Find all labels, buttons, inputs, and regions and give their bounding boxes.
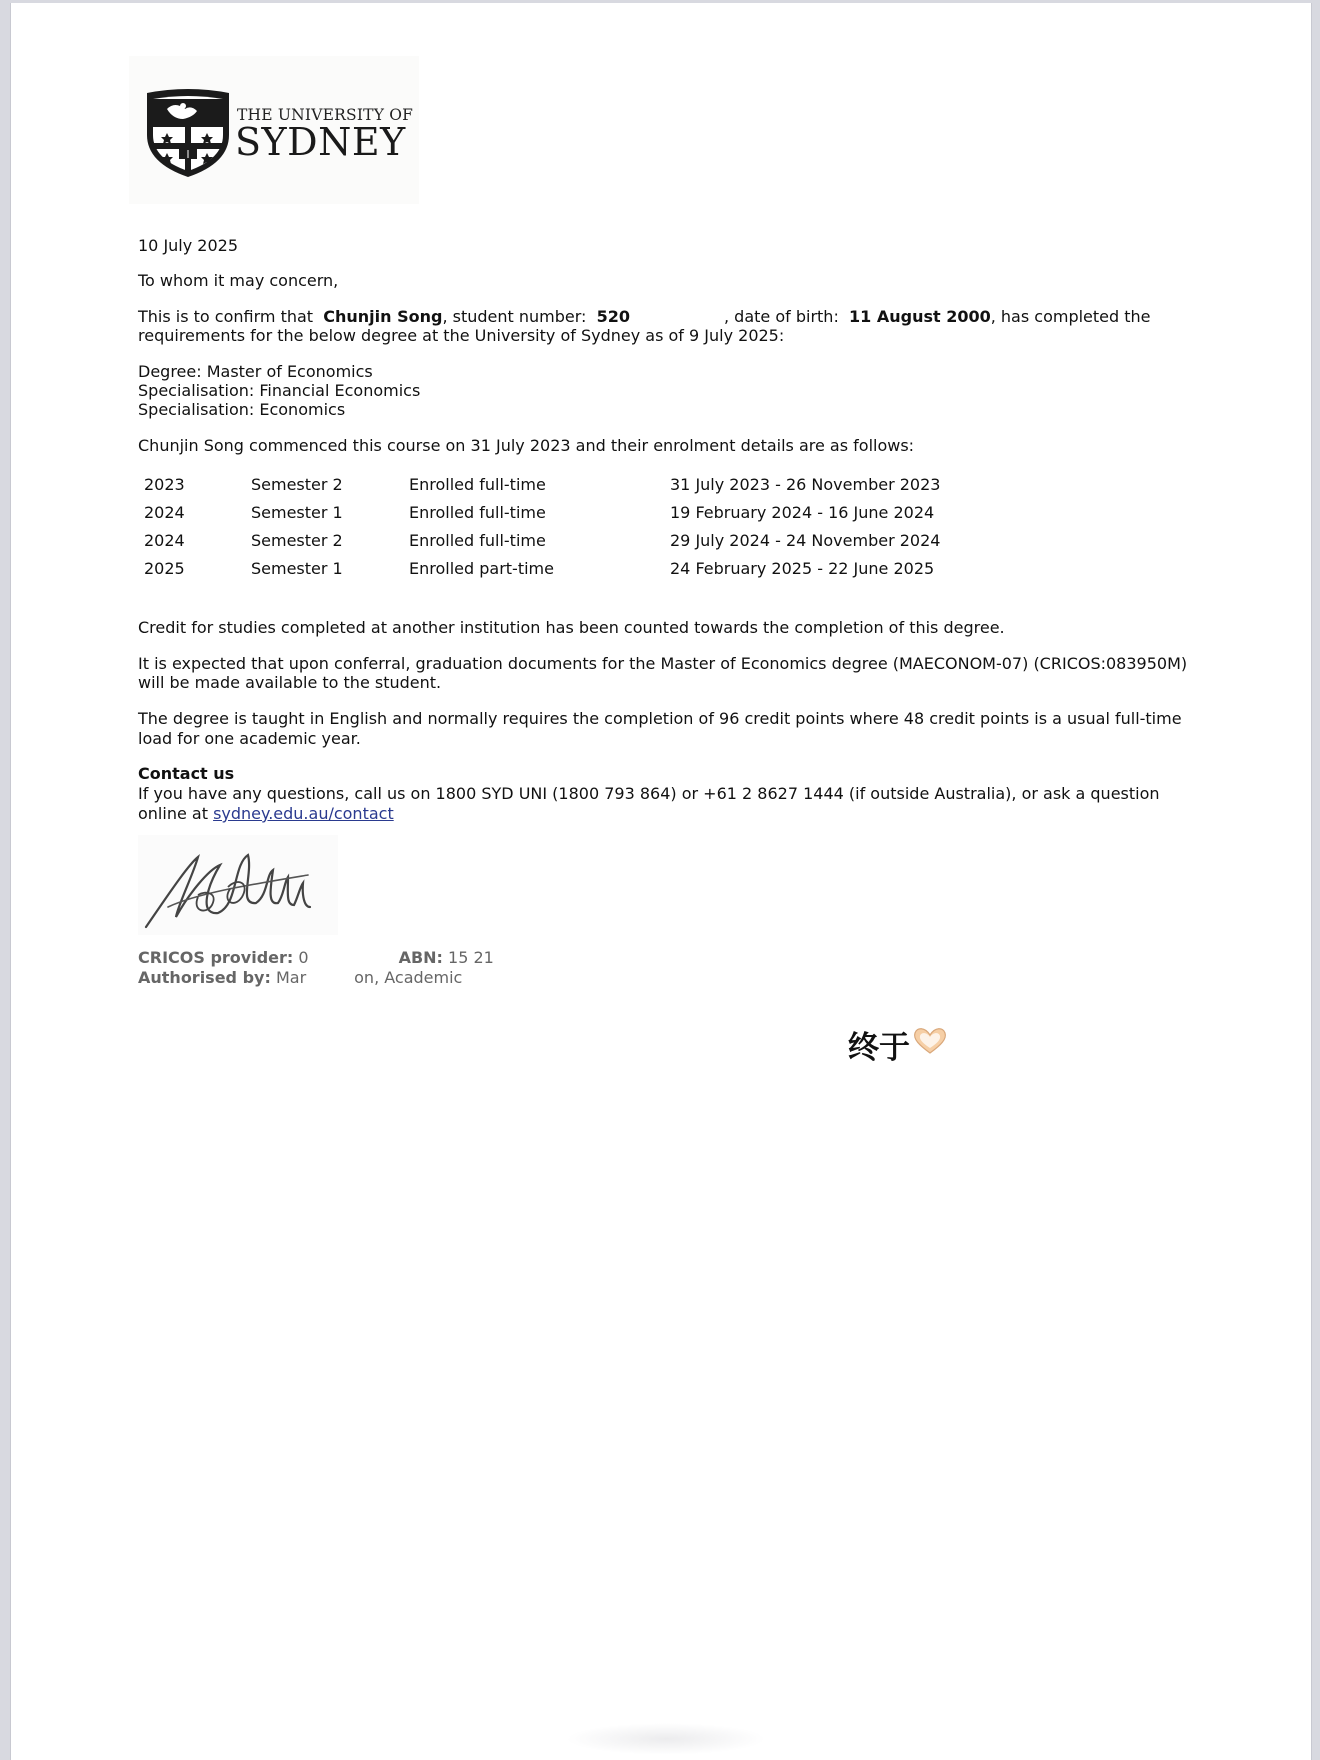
cell-dates: 24 February 2025 - 22 June 2025 — [670, 559, 935, 578]
cell-dates: 31 July 2023 - 26 November 2023 — [670, 475, 941, 494]
cell-dates: 29 July 2024 - 24 November 2024 — [670, 531, 941, 550]
authorised-value-b: on, Academic — [354, 968, 463, 987]
commenced-line: Chunjin Song commenced this course on 31 July 2023 and their enrolment details are as follows: — [138, 436, 915, 455]
authorised-value-a: Mar — [275, 968, 307, 987]
confirm-prefix: This is to confirm that — [138, 307, 314, 326]
confirmation-line-1 — [138, 307, 1151, 327]
abn-value: 15 21 — [448, 948, 494, 967]
cell-semester: Semester 1 — [251, 503, 343, 522]
confirm-suffix: , has completed the — [990, 307, 1151, 326]
university-logo — [129, 56, 419, 204]
cell-year: 2025 — [144, 559, 185, 578]
student-number: 520 — [596, 307, 630, 326]
cell-year: 2024 — [144, 503, 185, 522]
cell-status: Enrolled full-time — [409, 503, 546, 522]
student-name: Chunjin Song — [323, 307, 443, 326]
specialisation-line-2: Specialisation: Economics — [138, 400, 346, 419]
confirmation-line-2: requirements for the below degree at the University of Sydney as of 9 July 2025: — [138, 326, 785, 345]
taught-line-1: The degree is taught in English and normally requires the completion of 96 credit points where 48 credit points is a usual full-time — [138, 709, 1182, 728]
taught-line-2: load for one academic year. — [138, 729, 361, 748]
cell-year: 2024 — [144, 531, 185, 550]
credit-line: Credit for studies completed at another institution has been counted towards the completion of this degree. — [138, 618, 1005, 637]
logo-text-line1: THE UNIVERSITY OF — [237, 106, 414, 124]
document-page — [10, 3, 1312, 1760]
cell-status: Enrolled full-time — [409, 531, 546, 550]
bottom-smudge — [566, 1723, 766, 1755]
cell-semester: Semester 2 — [251, 531, 343, 550]
authorised-label: Authorised by: — [138, 968, 271, 987]
contact-line-2 — [138, 804, 394, 824]
letter-date: 10 July 2025 — [138, 236, 239, 255]
student-number-label: , student number: — [442, 307, 587, 326]
contact-prefix: online at — [138, 804, 208, 823]
salutation: To whom it may concern, — [138, 271, 339, 290]
cell-status: Enrolled full-time — [409, 475, 546, 494]
specialisation-line-1: Specialisation: Financial Economics — [138, 381, 421, 400]
cricos-value: 0 — [298, 948, 309, 967]
contact-link[interactable]: sydney.edu.au/contact — [213, 804, 394, 823]
logo-text-line2: SYDNEY — [235, 120, 406, 164]
cricos-label: CRICOS provider: — [138, 948, 294, 967]
cell-semester: Semester 1 — [251, 559, 343, 578]
heart-hands-icon — [911, 1025, 949, 1057]
date-of-birth: 11 August 2000 — [849, 307, 991, 326]
degree-line: Degree: Master of Economics — [138, 362, 373, 381]
conferral-line-1: It is expected that upon conferral, graduation documents for the Master of Economics degree (MAECONOM-07) (CRICOS:083950M) — [138, 654, 1188, 673]
footer-line-1 — [138, 948, 494, 968]
cell-semester: Semester 2 — [251, 475, 343, 494]
cell-year: 2023 — [144, 475, 185, 494]
cell-status: Enrolled part-time — [409, 559, 554, 578]
overlay-caption: 终于 — [848, 1030, 910, 1066]
university-crest-icon — [145, 89, 231, 179]
conferral-line-2: will be made available to the student. — [138, 673, 442, 692]
contact-heading: Contact us — [138, 764, 235, 783]
signature — [138, 835, 338, 935]
footer-line-2 — [138, 968, 462, 988]
dob-label: , date of birth: — [724, 307, 839, 326]
contact-line-1: If you have any questions, call us on 1800 SYD UNI (1800 793 864) or +61 2 8627 1444 (if outside Australia), or ask a question — [138, 784, 1160, 803]
signature-image — [138, 835, 338, 935]
abn-label: ABN: — [398, 948, 443, 967]
cell-dates: 19 February 2024 - 16 June 2024 — [670, 503, 935, 522]
